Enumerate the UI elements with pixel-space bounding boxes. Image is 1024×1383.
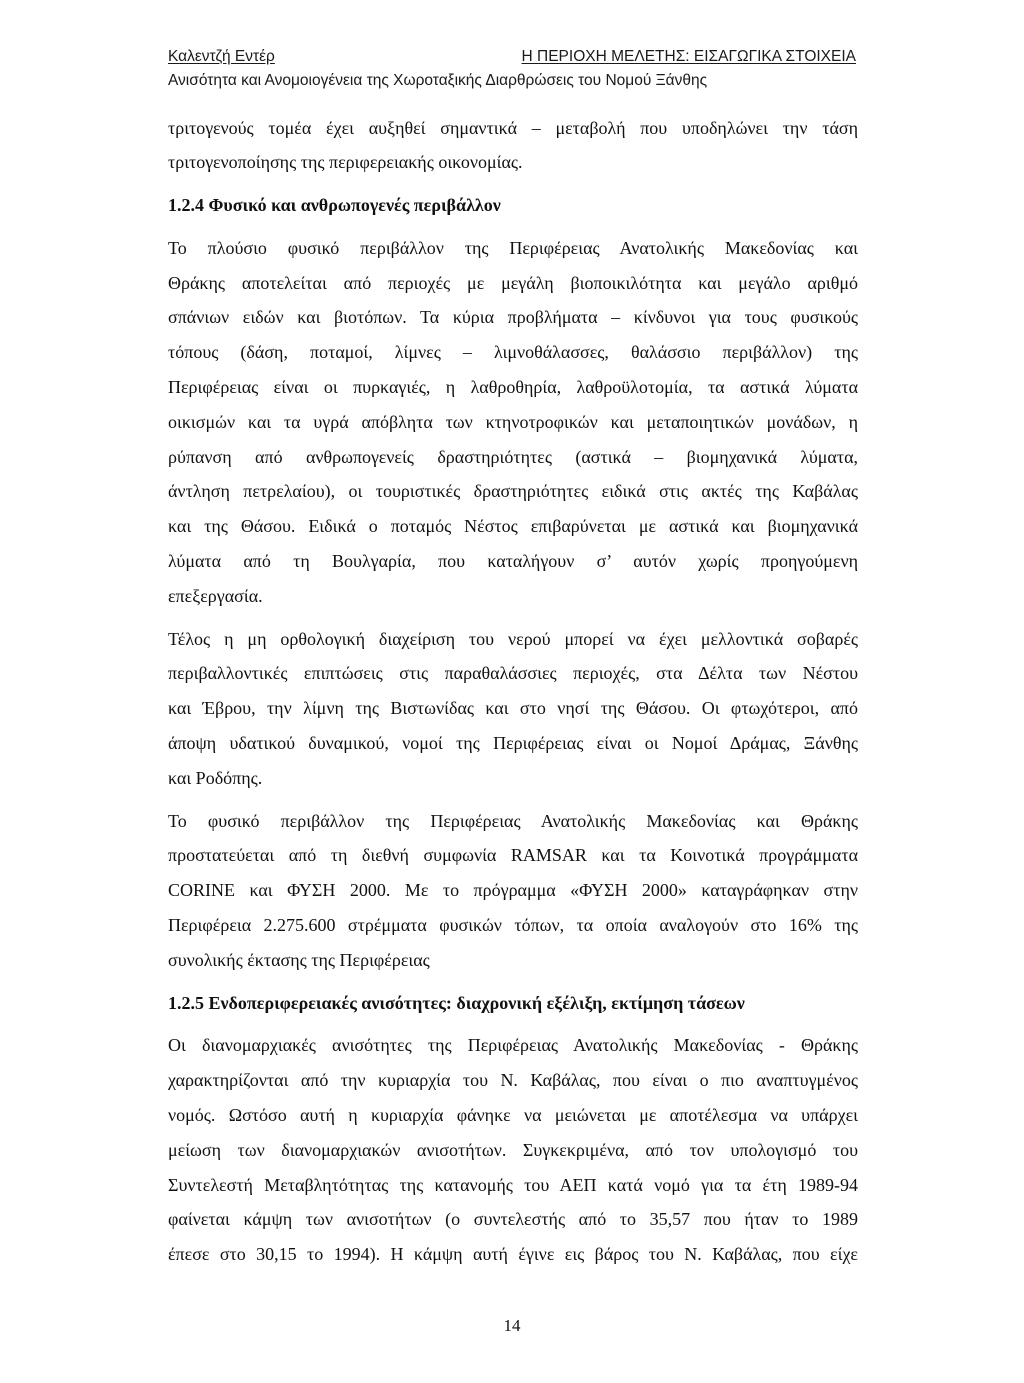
paragraph-line: χαρακτηρίζονται από την κυριαρχία του Ν. Καβάλας, που είναι ο πιο αναπτυγμένος <box>168 1070 858 1091</box>
paragraph-line: επεξεργασία. <box>168 585 263 606</box>
paragraph-line: Περιφέρεια 2.275.600 στρέμματα φυσικών τόπων, τα οποία αναλογούν στο 16% της <box>168 915 858 936</box>
paragraph-line: CORINE και ΦΥΣΗ 2000. Με το πρόγραμμα «ΦΥΣΗ 2000» καταγράφηκαν στην <box>168 880 858 901</box>
paragraph-line: λύματα από τη Βουλγαρία, που καταλήγουν σ’ αυτόν χωρίς προηγούμενη <box>168 551 858 572</box>
paragraph <box>168 1028 858 1272</box>
header-chapter-title: Η ΠΕΡΙΟΧΗ ΜΕΛΕΤΗΣ: ΕΙΣΑΓΩΓΙΚΑ ΣΤΟΙΧΕΙΑ <box>521 48 856 65</box>
paragraph-line: Περιφέρειας είναι οι πυρκαγιές, η λαθροθηρία, λαθροϋλοτομία, τα αστικά λύματα <box>168 377 858 398</box>
header-document-subtitle: Ανισότητα και Ανομοιογένεια της Χωροταξικής Διαρθρώσεις του Νομού Ξάνθης <box>168 72 708 89</box>
paragraph-line: συνολικής έκτασης της Περιφέρειας <box>168 949 430 970</box>
running-header-top-row <box>168 46 856 68</box>
paragraph-line: Τέλος η μη ορθολογική διαχείριση του νερού μπορεί να έχει μελλοντικά σοβαρές <box>168 628 858 649</box>
paragraph-line: σπάνιων ειδών και βιοτόπων. Τα κύρια προβλήματα – κίνδυνοι για τους φυσικούς <box>168 307 858 328</box>
paragraph-line: περιβαλλοντικές επιπτώσεις στις παραθαλάσσιες περιοχές, στα Δέλτα των Νέστου <box>168 663 858 684</box>
paragraph-line: και της Θάσου. Ειδικά ο ποταμός Νέστος επιβαρύνεται με αστικά και βιομηχανικά <box>168 516 858 537</box>
paragraph-line: Το πλούσιο φυσικό περιβάλλον της Περιφέρειας Ανατολικής Μακεδονίας και <box>168 237 858 258</box>
paragraph-line: Οι διανομαρχιακές ανισότητες της Περιφέρειας Ανατολικής Μακεδονίας - Θράκης <box>168 1035 858 1056</box>
section-heading-1-2-4: 1.2.4 Φυσικό και ανθρωπογενές περιβάλλον <box>168 195 501 216</box>
paragraph-line: ρύπανση από ανθρωπογενείς δραστηριότητες (αστικά – βιομηχανικά λύματα, <box>168 446 858 467</box>
paragraph-line: και Ροδόπης. <box>168 767 263 788</box>
paragraph <box>168 111 858 181</box>
running-header <box>168 46 856 92</box>
document-body <box>168 111 858 1273</box>
header-author: Καλεντζή Εντέρ <box>168 48 275 65</box>
paragraph <box>168 622 858 796</box>
section-heading-1-2-5: 1.2.5 Ενδοπεριφερειακές ανισότητες: διαχρονική εξέλιξη, εκτίμηση τάσεων <box>168 992 745 1013</box>
paragraph-line: φαίνεται κάμψη των ανισοτήτων (ο συντελεστής από το 35,57 που ήταν το 1989 <box>168 1209 858 1230</box>
paragraph-line: νομός. Ωστόσο αυτή η κυριαρχία φάνηκε να μειώνεται με αποτέλεσμα να υπάρχει <box>168 1105 858 1126</box>
paragraph-line: άποψη υδατικού δυναμικού, νομοί της Περιφέρειας είναι οι Νομοί Δράμας, Ξάνθης <box>168 733 858 754</box>
paragraph-line: άντληση πετρελαίου), οι τουριστικές δραστηριότητες ειδικά στις ακτές της Καβάλας <box>168 481 858 502</box>
paragraph-line: τόπους (δάση, ποταμοί, λίμνες – λιμνοθάλασσες, θαλάσσιο περιβάλλον) της <box>168 342 858 363</box>
paragraph-line: προστατεύεται από τη διεθνή συμφωνία RAMSAR και τα Κοινοτικά προγράμματα <box>168 845 858 866</box>
paragraph-line: και Έβρου, την λίμνη της Βιστωνίδας και στο νησί της Θάσου. Οι φτωχότεροι, από <box>168 698 858 719</box>
paragraph-line: οικισμών και τα υγρά απόβλητα των κτηνοτροφικών και μεταποιητικών μονάδων, η <box>168 411 858 432</box>
paragraph-line: Θράκης αποτελείται από περιοχές με μεγάλη βιοποικιλότητα και μεγάλο αριθμό <box>168 272 858 293</box>
page-number: 14 <box>503 1316 521 1335</box>
paragraph-line: Το φυσικό περιβάλλον της Περιφέρειας Ανατολικής Μακεδονίας και Θράκης <box>168 810 858 831</box>
paragraph-line: μείωση των διανομαρχιακών ανισοτήτων. Συγκεκριμένα, από τον υπολογισμό του <box>168 1139 858 1160</box>
paragraph-line: τριτογενοποίησης της περιφερειακής οικονομίας. <box>168 152 523 173</box>
paragraph <box>168 804 858 978</box>
paragraph-line: τριτογενούς τομέα έχει αυξηθεί σημαντικά – μεταβολή που υποδηλώνει την τάση <box>168 117 858 138</box>
paragraph-line: Συντελεστή Μεταβλητότητας της κατανομής του ΑΕΠ κατά νομό για τα έτη 1989-94 <box>168 1174 858 1195</box>
paragraph-line: έπεσε στο 30,15 το 1994). Η κάμψη αυτή έγινε εις βάρος του Ν. Καβάλας, που είχε <box>168 1244 858 1265</box>
paragraph <box>168 231 858 614</box>
